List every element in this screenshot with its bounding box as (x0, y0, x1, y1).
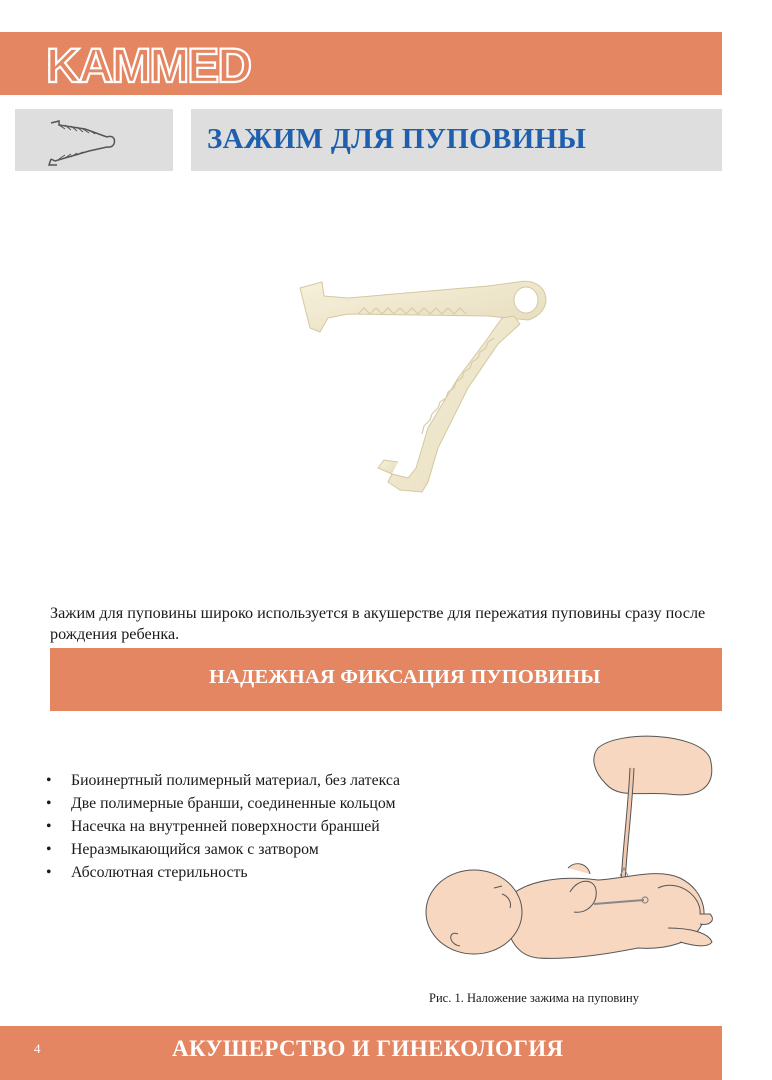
bullet-icon: • (46, 772, 52, 789)
list-item (46, 815, 400, 838)
umbilical-clamp-image (288, 268, 608, 518)
feature-text: Биоинертный полимерный материал, без латекса (71, 772, 401, 789)
feature-text: Насечка на внутренней поверхности браншей (71, 818, 380, 835)
svg-text:KAMMED: KAMMED (46, 40, 250, 90)
bullet-icon: • (46, 841, 52, 858)
footer-band (0, 1026, 722, 1080)
feature-list (46, 769, 400, 884)
newborn-illustration (418, 728, 724, 978)
clamp-thumbnail-icon (45, 115, 135, 167)
list-item (46, 861, 400, 884)
list-item (46, 769, 400, 792)
product-thumbnail-box (15, 109, 173, 171)
list-item (46, 792, 400, 815)
footer-title: АКУШЕРСТВО И ГИНЕКОЛОГИЯ (172, 1036, 564, 1061)
feature-text: Неразмыкающийся замок с затвором (71, 841, 319, 858)
page-number: 4 (34, 1041, 41, 1056)
intro-paragraph: Зажим для пуповины широко используется в акушерстве для пережатия пуповины сразу после рождения ребенка. (50, 604, 706, 643)
feature-text: Абсолютная стерильность (71, 864, 248, 881)
bullet-icon: • (46, 864, 52, 881)
bullet-icon: • (46, 795, 52, 812)
kammed-logo (44, 38, 324, 90)
page-title: ЗАЖИМ ДЛЯ ПУПОВИНЫ (207, 123, 587, 155)
title-box (191, 109, 722, 171)
bullet-icon: • (46, 818, 52, 835)
section-band (50, 648, 722, 711)
list-item (46, 838, 400, 861)
feature-text: Две полимерные бранши, соединенные кольцом (71, 795, 396, 812)
section-title: НАДЕЖНАЯ ФИКСАЦИЯ ПУПОВИНЫ (209, 666, 601, 688)
figure-caption: Рис. 1. Наложение зажима на пуповину (429, 991, 639, 1005)
